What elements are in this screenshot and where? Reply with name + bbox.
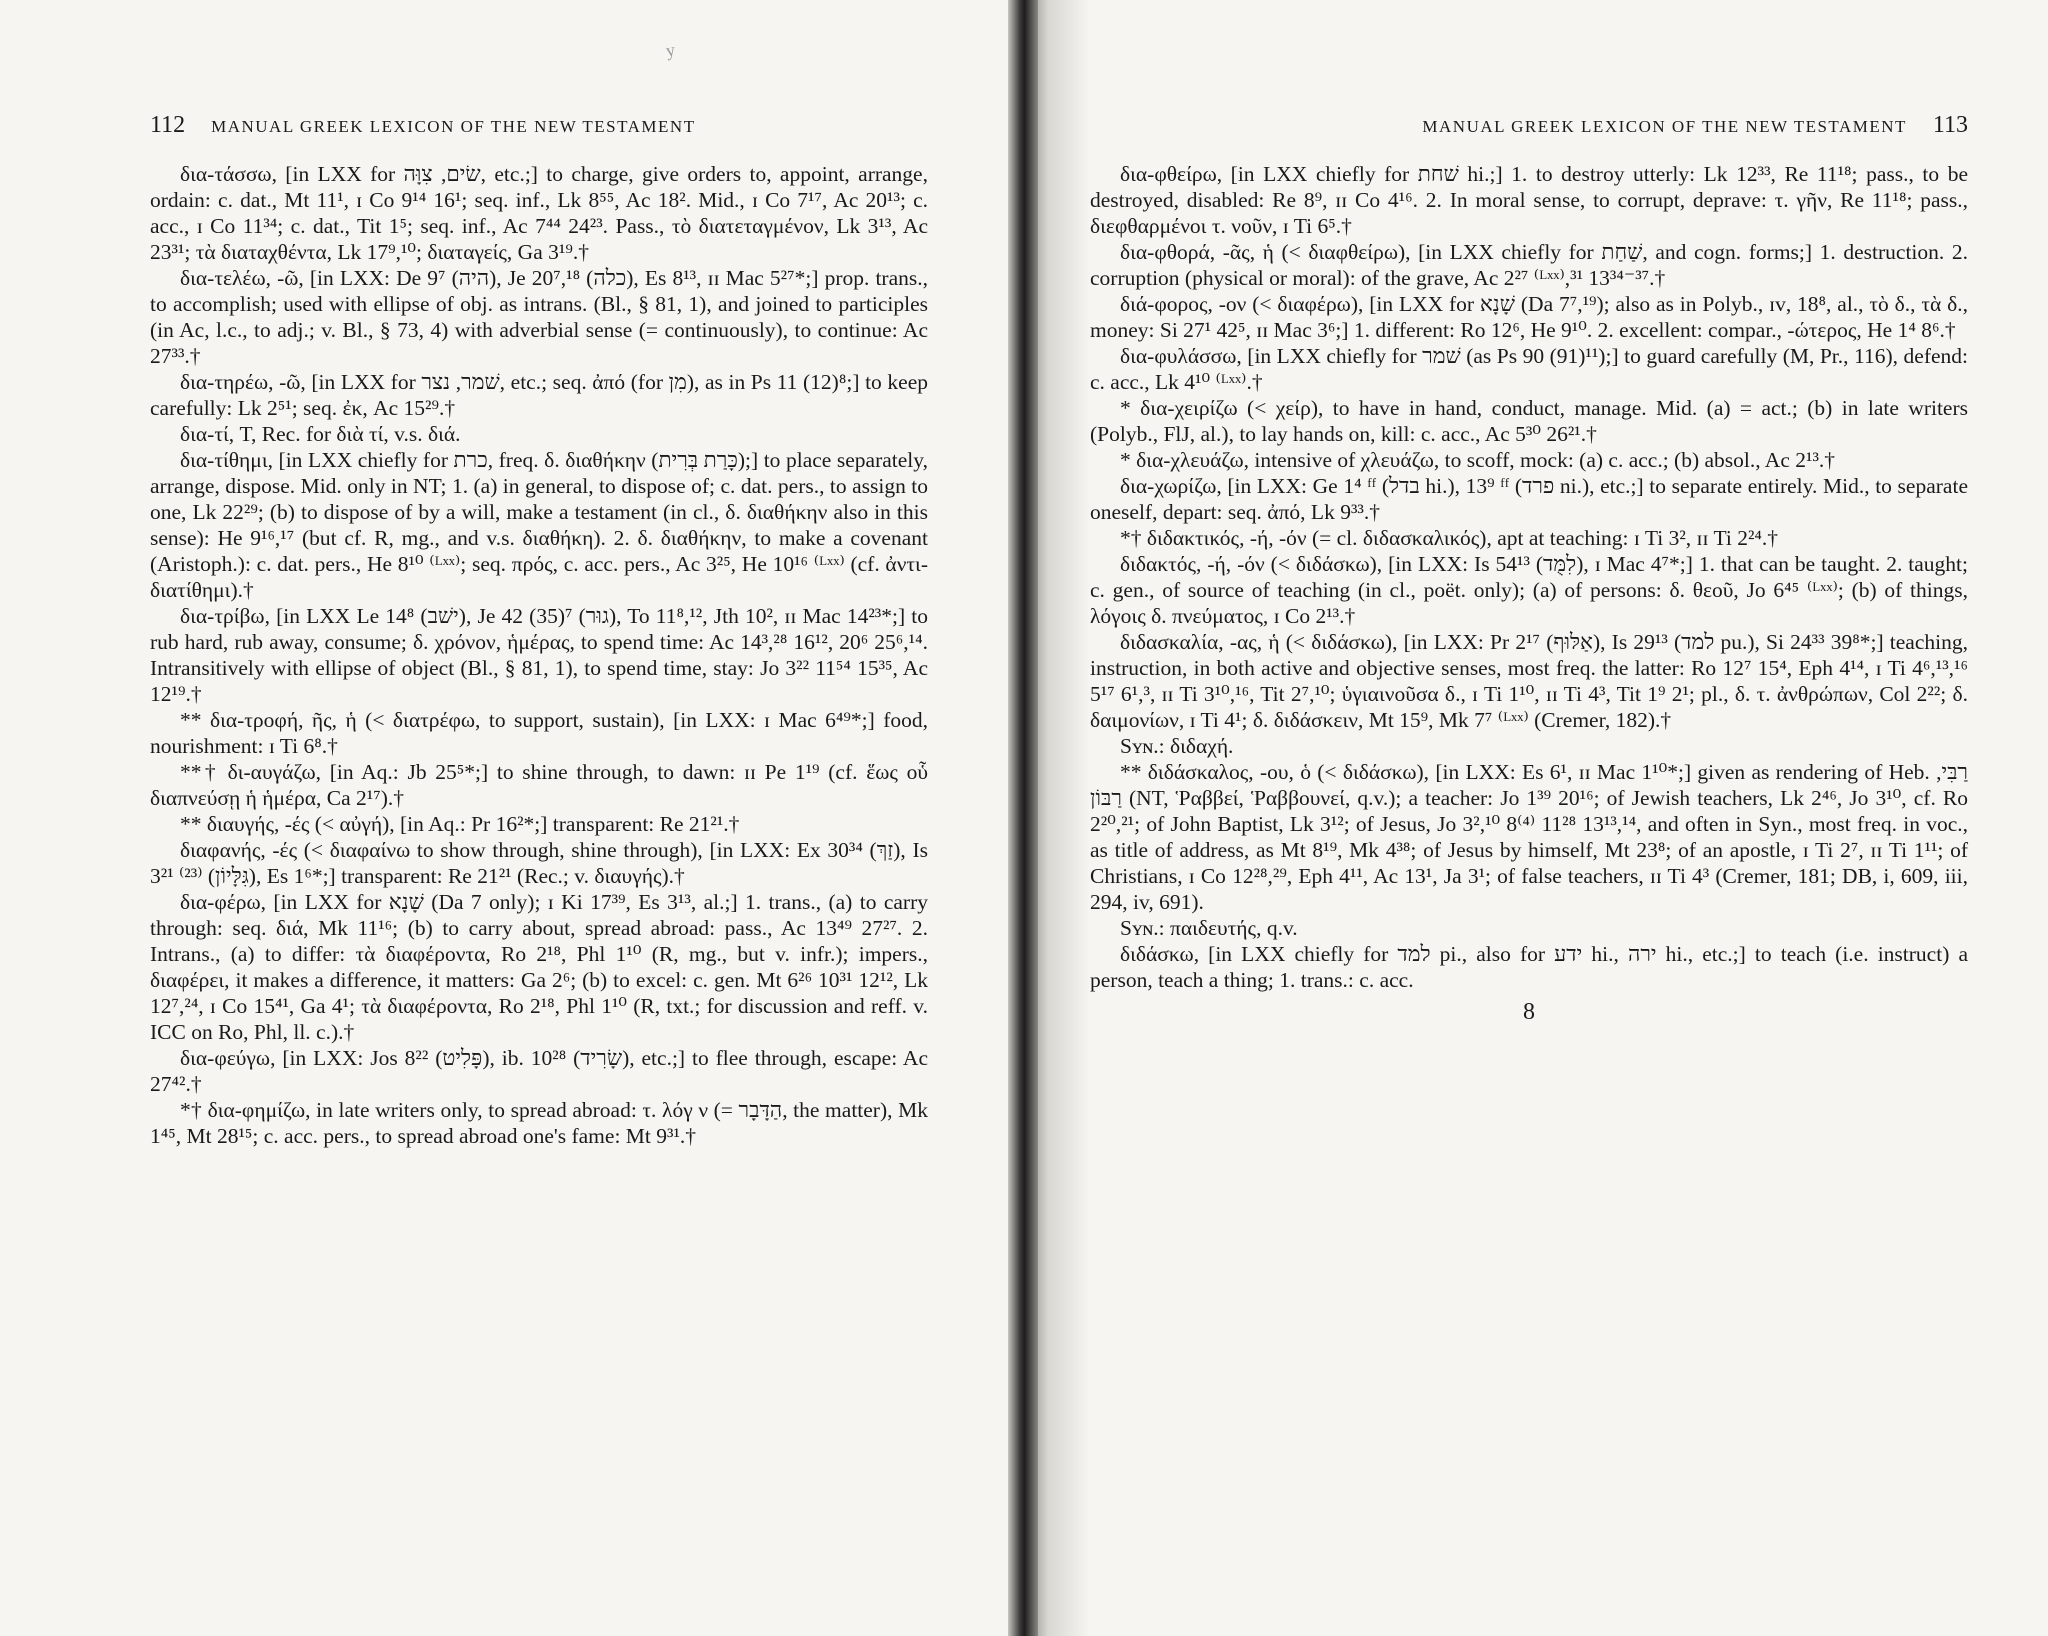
lexicon-entry: ** διαυγής, -ές (< αὐγή), [in Aq.: Pr 16²*;] transparent: Re 21²¹.†	[180, 812, 740, 836]
lexicon-entry: * δια-χλευάζω, intensive of χλευάζω, to scoff, mock: (a) c. acc.; (b) absol., Ac 2¹³.†	[1120, 448, 1836, 472]
left-page-number: 112	[150, 112, 186, 138]
lexicon-entry: Sʏɴ.: διδαχή.	[1120, 734, 1234, 758]
lexicon-entry: δια-φεύγω, [in LXX: Jos 8²² (פָּלִיט), ib. 10²⁸ (שָׂרִיד), etc.;] to flee through, escape: Ac 27⁴².†	[150, 1046, 928, 1096]
lexicon-entry: **† δι-αυγάζω, [in Aq.: Jb 25⁵*;] to shine through, to dawn: ɪɪ Pe 1¹⁹ (cf. ἕως οὗ διαπνεύσῃ ἡ ἡμέρα, Ca 2¹⁷).†	[150, 760, 928, 810]
left-running-title: MANUAL GREEK LEXICON OF THE NEW TESTAMENT	[211, 117, 696, 136]
lexicon-entry: δια-χωρίζω, [in LXX: Ge 1⁴ ᶠᶠ (בדל hi.), 13⁹ ᶠᶠ (פרד ni.), etc.;] to separate entirely. Mid., to separate oneself, depart: seq. ἀπό, Lk 9³³.†	[1090, 474, 1968, 524]
lexicon-entry: διά-φορος, -ον (< διαφέρω), [in LXX for שָׁנָא (Da 7⁷,¹⁹); also as in Polyb., ɪᴠ, 18⁸, al., τὸ δ., τὰ δ., money: Si 27¹ 42⁵, ɪɪ Mac 3⁶;] 1. different: Ro 12⁶, He 9¹⁰. 2. excellent: compar., -ώτερος, He 1⁴ 8⁶.†	[1090, 292, 1968, 342]
right-running-title: MANUAL GREEK LEXICON OF THE NEW TESTAMENT	[1422, 117, 1907, 136]
right-page-number: 113	[1932, 112, 1968, 138]
lexicon-entry: δια-τελέω, -ῶ, [in LXX: De 9⁷ (היה), Je 20⁷,¹⁸ (כלה), Es 8¹³, ɪɪ Mac 5²⁷*;] prop. trans., to accomplish; used with ellipse of obj. as intrans. (Bl., § 81, 1), and joined to participles (in Ac, l.c., to adj.; v. Bl., § 73, 4) with adverbial sense (= continuously), to continue: Ac 27³³.†	[150, 266, 929, 368]
lexicon-entry: δια-φθείρω, [in LXX chiefly for שׁחת hi.;] 1. to destroy utterly: Lk 12³³, Re 11¹⁸; pass., to be destroyed, disabled: Re 8⁹, ɪɪ Co 4¹⁶. 2. In moral sense, to corrupt, deprave: τ. γῆν, Re 11¹⁸; pass., διεφθαρμένοι τ. νοῦν, ɪ Ti 6⁵.†	[1090, 162, 1968, 238]
lexicon-entry: ** δια-τροφή, ῆς, ἡ (< διατρέφω, to support, sustain), [in LXX: ɪ Mac 6⁴⁹*;] food, nourishment: ɪ Ti 6⁸.†	[150, 708, 928, 758]
lexicon-entry: *† διδακτικός, -ή, -όν (= cl. διδασκαλικός), apt at teaching: ɪ Ti 3², ɪɪ Ti 2²⁴.†	[1120, 526, 1779, 550]
lexicon-entry: * δια-χειρίζω (< χείρ), to have in hand, conduct, manage. Mid. (a) = act.; (b) in late writers (Polyb., FlJ, al.), to lay hands on, kill: c. acc., Ac 5³⁰ 26²¹.†	[1090, 396, 1968, 446]
left-running-head	[150, 112, 928, 139]
signature-mark: 8	[1523, 999, 1535, 1025]
lexicon-entry: διδασκαλία, -ας, ἡ (< διδάσκω), [in LXX: Pr 2¹⁷ (אַלּוּף), Is 29¹³ (למד pu.), Si 24³³ 39⁸*;] teaching, instruction, in both active and objective senses, most freq. the latter: Ro 12⁷ 15⁴, Eph 4¹⁴, ɪ Ti 4⁶,¹³,¹⁶ 5¹⁷ 6¹,³, ɪɪ Ti 3¹⁰,¹⁶, Tit 2⁷,¹⁰; ὑγιαινοῦσα δ., ɪ Ti 1¹⁰, ɪɪ Ti 4³, Tit 1⁹ 2¹; pl., δ. τ. ἀνθρώπων, Col 2²²; δ. δαιμονίων, ɪ Ti 4¹; δ. διδάσκειν, Mt 15⁹, Mk 7⁷ ⁽ᴸˣˣ⁾ (Cremer, 182).†	[1090, 630, 1968, 732]
lexicon-entry: δια-τρίβω, [in LXX Le 14⁸ (ישׁב), Je 42 (35)⁷ (גוּר), To 11⁸,¹², Jth 10², ɪɪ Mac 14²³*;] to rub hard, rub away, consume; δ. χρόνον, ἡμέρας, to spend time: Ac 14³,²⁸ 16¹², 20⁶ 25⁶,¹⁴. Intransitively with ellipse of object (Bl., § 81, 1), to spend time, stay: Jo 3²² 11⁵⁴ 15³⁵, Ac 12¹⁹.†	[150, 604, 928, 706]
lexicon-entry: δια-φυλάσσω, [in LXX chiefly for שׁמר (as Ps 90 (91)¹¹);] to guard carefully (M, Pr., 116), defend: c. acc., Lk 4¹⁰ ⁽ᴸˣˣ⁾.†	[1090, 344, 1968, 394]
lexicon-entry: Sʏɴ.: παιδευτής, q.v.	[1120, 916, 1298, 940]
lexicon-entry: δια-τί, T, Rec. for διὰ τί, v.s. διά.	[180, 422, 461, 446]
lexicon-entry: δια-τηρέω, -ῶ, [in LXX for שׁמר, נצר, etc.; seq. ἀπό (for מִן), as in Ps 11 (12)⁸;] to keep carefully: Lk 2⁵¹; seq. ἐκ, Ac 15²⁹.†	[150, 370, 928, 420]
lexicon-entry: διδάσκω, [in LXX chiefly for למד pi., also for ידע hi., ירה hi., etc.;] to teach (i.e. instruct) a person, teach a thing; 1. trans.: c. acc.	[1090, 942, 1968, 992]
lexicon-entry: δια-φθορά, -ᾶς, ἡ (< διαφθείρω), [in LXX chiefly for שַׁחַת, and cogn. forms;] 1. destruction. 2. corruption (physical or moral): of the grave, Ac 2²⁷ ⁽ᴸˣˣ⁾,³¹ 13³⁴⁻³⁷.†	[1090, 240, 1969, 290]
right-running-head	[1090, 112, 1968, 139]
left-entries	[150, 161, 928, 1149]
lexicon-entry: διαφανής, -ές (< διαφαίνω to show through, shine through), [in LXX: Ex 30³⁴ (זַךְ), Is 3²¹ ⁽²³⁾ (גִּלָּיוֹן), Es 1⁶*;] transparent: Re 21²¹ (Rec.; v. διαυγής).†	[150, 838, 929, 888]
right-entries	[1090, 161, 1968, 993]
lexicon-entry: ** διδάσκαλος, -ου, ὁ (< διδάσκω), [in LXX: Es 6¹, ɪɪ Mac 1¹⁰*;] given as rendering of Heb. רַבִּי, רַבּוֹן (NT, Ῥαββεί, Ῥαββουνεί, q.v.); a teacher: Jo 1³⁹ 20¹⁶; of Jewish teachers, Lk 2⁴⁶, Jo 3¹⁰, cf. Ro 2²⁰,²¹; of John Baptist, Lk 3¹²; of Jesus, Jo 3²,¹⁰ 8⁽⁴⁾ 11²⁸ 13¹³,¹⁴, and often in Syn., most freq. in voc., as title of address, as Mt 8¹⁹, Mk 4³⁸; of Jesus by himself, Mt 23⁸; of an apostle, ɪ Ti 2⁷, ɪɪ Ti 1¹¹; of Christians, ɪ Co 12²⁸,²⁹, Eph 4¹¹, Ac 13¹, Ja 3¹; of false teachers, ɪɪ Ti 4³ (Cremer, 181; DB, i, 609, iii, 294, iv, 691).	[1090, 760, 1968, 914]
right-page	[1030, 0, 2048, 1636]
lexicon-entry: δια-φέρω, [in LXX for שָׁנָא (Da 7 only); ɪ Ki 17³⁹, Es 3¹³, al.;] 1. trans., (a) to carry through: seq. διά, Mk 11¹⁶; (b) to carry about, spread abroad: pass., Ac 13⁴⁹ 27²⁷. 2. Intrans., (a) to differ: τὰ διαφέροντα, Ro 2¹⁸, Phl 1¹⁰ (R, mg., but v. infr.); impers., διαφέρει, it makes a difference, it matters: Ga 2⁶; (b) to excel: c. gen. Mt 6²⁶ 10³¹ 12¹², Lk 12⁷,²⁴, ɪ Co 15⁴¹, Ga 4¹; τὰ διαφέροντα, Ro 2¹⁸, Phl 1¹⁰ (R, txt.; for discussion and reff. v. ICC on Ro, Phl, ll. c.).†	[150, 890, 929, 1044]
lexicon-entry: *† δια-φημίζω, in late writers only, to spread abroad: τ. λόγ ν (= הַדָּבָר, the matter), Mk 1⁴⁵, Mt 28¹⁵; c. acc. pers., to spread abroad one's fame: Mt 9³¹.†	[150, 1098, 928, 1148]
lexicon-entry: δια-τίθημι, [in LXX chiefly for כרת, freq. δ. διαθήκην (כָּרַת בְּרִית);] to place separately, arrange, dispose. Mid. only in NT; 1. (a) in general, to dispose of; c. dat. pers., to assign to one, Lk 22²⁹; (b) to dispose of by a will, make a testament (in cl., δ. διαθήκην also in this sense): He 9¹⁶,¹⁷ (but cf. R, mg., and v.s. διαθήκη). 2. δ. διαθήκην, to make a covenant (Aristoph.): c. dat. pers., He 8¹⁰ ⁽ᴸˣˣ⁾; seq. πρός, c. acc. pers., Ac 3²⁵, He 10¹⁶ ⁽ᴸˣˣ⁾ (cf. ἀντι-διατίθημι).†	[150, 448, 928, 602]
pencil-mark: y	[664, 39, 677, 61]
lexicon-entry: διδακτός, -ή, -όν (< διδάσκω), [in LXX: Is 54¹³ (לִמֻּד), ɪ Mac 4⁷*;] 1. that can be taught. 2. taught; c. gen., of source of teaching (in cl., poët. only); (a) of persons: δ. θεοῦ, Jo 6⁴⁵ ⁽ᴸˣˣ⁾; (b) of things, λόγοις δ. πνεύματος, ɪ Co 2¹³.†	[1090, 552, 1969, 628]
lexicon-entry: δια-τάσσω, [in LXX for שׂים, צִוָּה, etc.;] to charge, give orders to, appoint, arrange, ordain: c. dat., Mt 11¹, ɪ Co 9¹⁴ 16¹; seq. inf., Lk 8⁵⁵, Ac 18². Mid., ɪ Co 7¹⁷, Ac 20¹³; c. acc., ɪ Co 11³⁴; c. dat., Tit 1⁵; seq. inf., Ac 7⁴⁴ 24²³. Pass., τὸ διατεταγμένον, Lk 3¹³, Ac 23³¹; τὰ διαταχθέντα, Lk 17⁹,¹⁰; διαταγείς, Ga 3¹⁹.†	[150, 162, 928, 264]
book-gutter	[1008, 0, 1038, 1636]
left-page	[0, 0, 1016, 1636]
